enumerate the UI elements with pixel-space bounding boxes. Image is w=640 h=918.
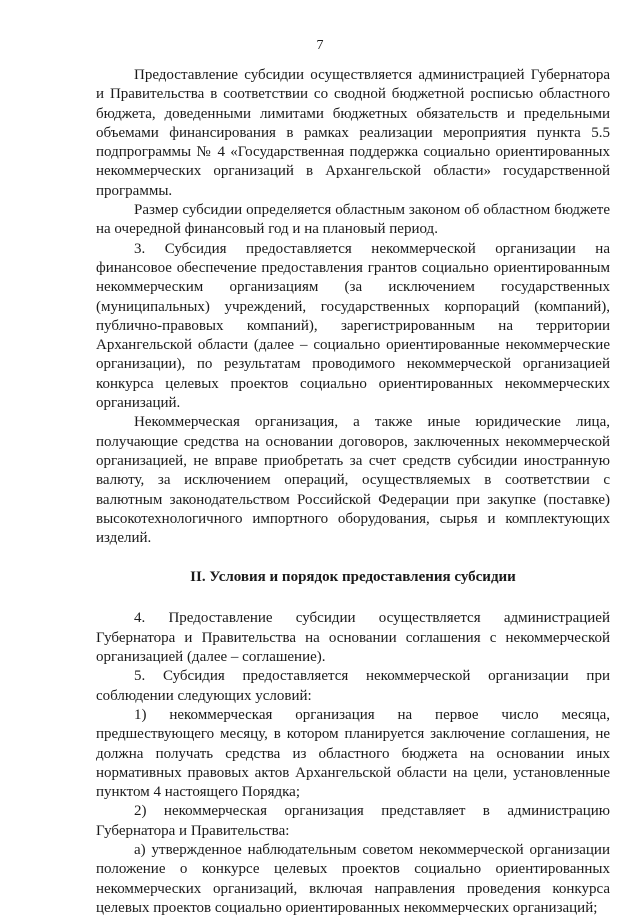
paragraph-condition-1: 1) некоммерческая организация на первое число месяца, предшествующего месяцу, в котором планируется заключение соглашения, не должна получать средства из областного бюджета на основании иных нормативных правовых актов Архангельской области на цели, установленные пунктом 4 настоящего Порядка; [96, 706, 610, 801]
paragraph-subsidy-provision: Предоставление субсидии осуществляется администрацией Губернатора и Правительства в соответствии со сводной бюджетной росписью областного бюджета, доведенными лимитами бюджетных обязательств и предельными объемами финансирования в рамках реализации мероприятия пункта 5.5 подпрограммы № 4 «Государственная поддержка социально ориентированных некоммерческих организаций в Архангельской области» государственной программы. [96, 67, 610, 199]
paragraph-condition-2: 2) некоммерческая организация представляет в администрацию Губернатора и Правительства: [96, 803, 610, 839]
section-heading: II. Условия и порядок предоставления субсидии [190, 569, 516, 586]
paragraph-item-3: 3. Субсидия предоставляется некоммерческой организации на финансовое обеспечение предоставления грантов социально ориентированным некоммерческим организациям (за исключением государственных (муниципальных) учреждений, государственных корпораций (компаний), публично-правовых компаний), зарегистрированным на территории Архангельской области (далее – социально ориентированные некоммерческие организации), по результатам проводимого некоммерческой организацией конкурса целевых проектов социально ориентированных некоммерческих организаций. [96, 240, 610, 412]
paragraph-condition-2a: а) утвержденное наблюдательным советом некоммерческой организации положение о конкурсе целевых проектов социально ориентированных некоммерческих организаций, включая направления проведения конкурса целевых проектов социально ориентированных некоммерческих организаций; [96, 841, 610, 916]
paragraph-item-4: 4. Предоставление субсидии осуществляется администрацией Губернатора и Правительства на основании соглашения с некоммерческой организацией (далее – соглашение). [96, 610, 610, 666]
paragraph-currency-restriction: Некоммерческая организация, а также иные юридические лица, получающие средства на основании договоров, заключенных некоммерческой организацией, не вправе приобретать за счет средств субсидии иностранную валюту, за исключением операций, осуществляемых в соответствии с валютным законодательством Российской Федерации при закупке (поставке) высокотехнологичного импортного оборудования, сырья и комплектующих изделий. [96, 414, 610, 547]
document-body [96, 66, 610, 918]
paragraph-item-5: 5. Субсидия предоставляется некоммерческой организации при соблюдении следующих условий: [96, 668, 610, 704]
page-number: 7 [316, 38, 324, 53]
paragraph-subsidy-amount: Размер субсидии определяется областным законом об областном бюджете на очередной финансовый год и на плановый период. [96, 202, 610, 238]
